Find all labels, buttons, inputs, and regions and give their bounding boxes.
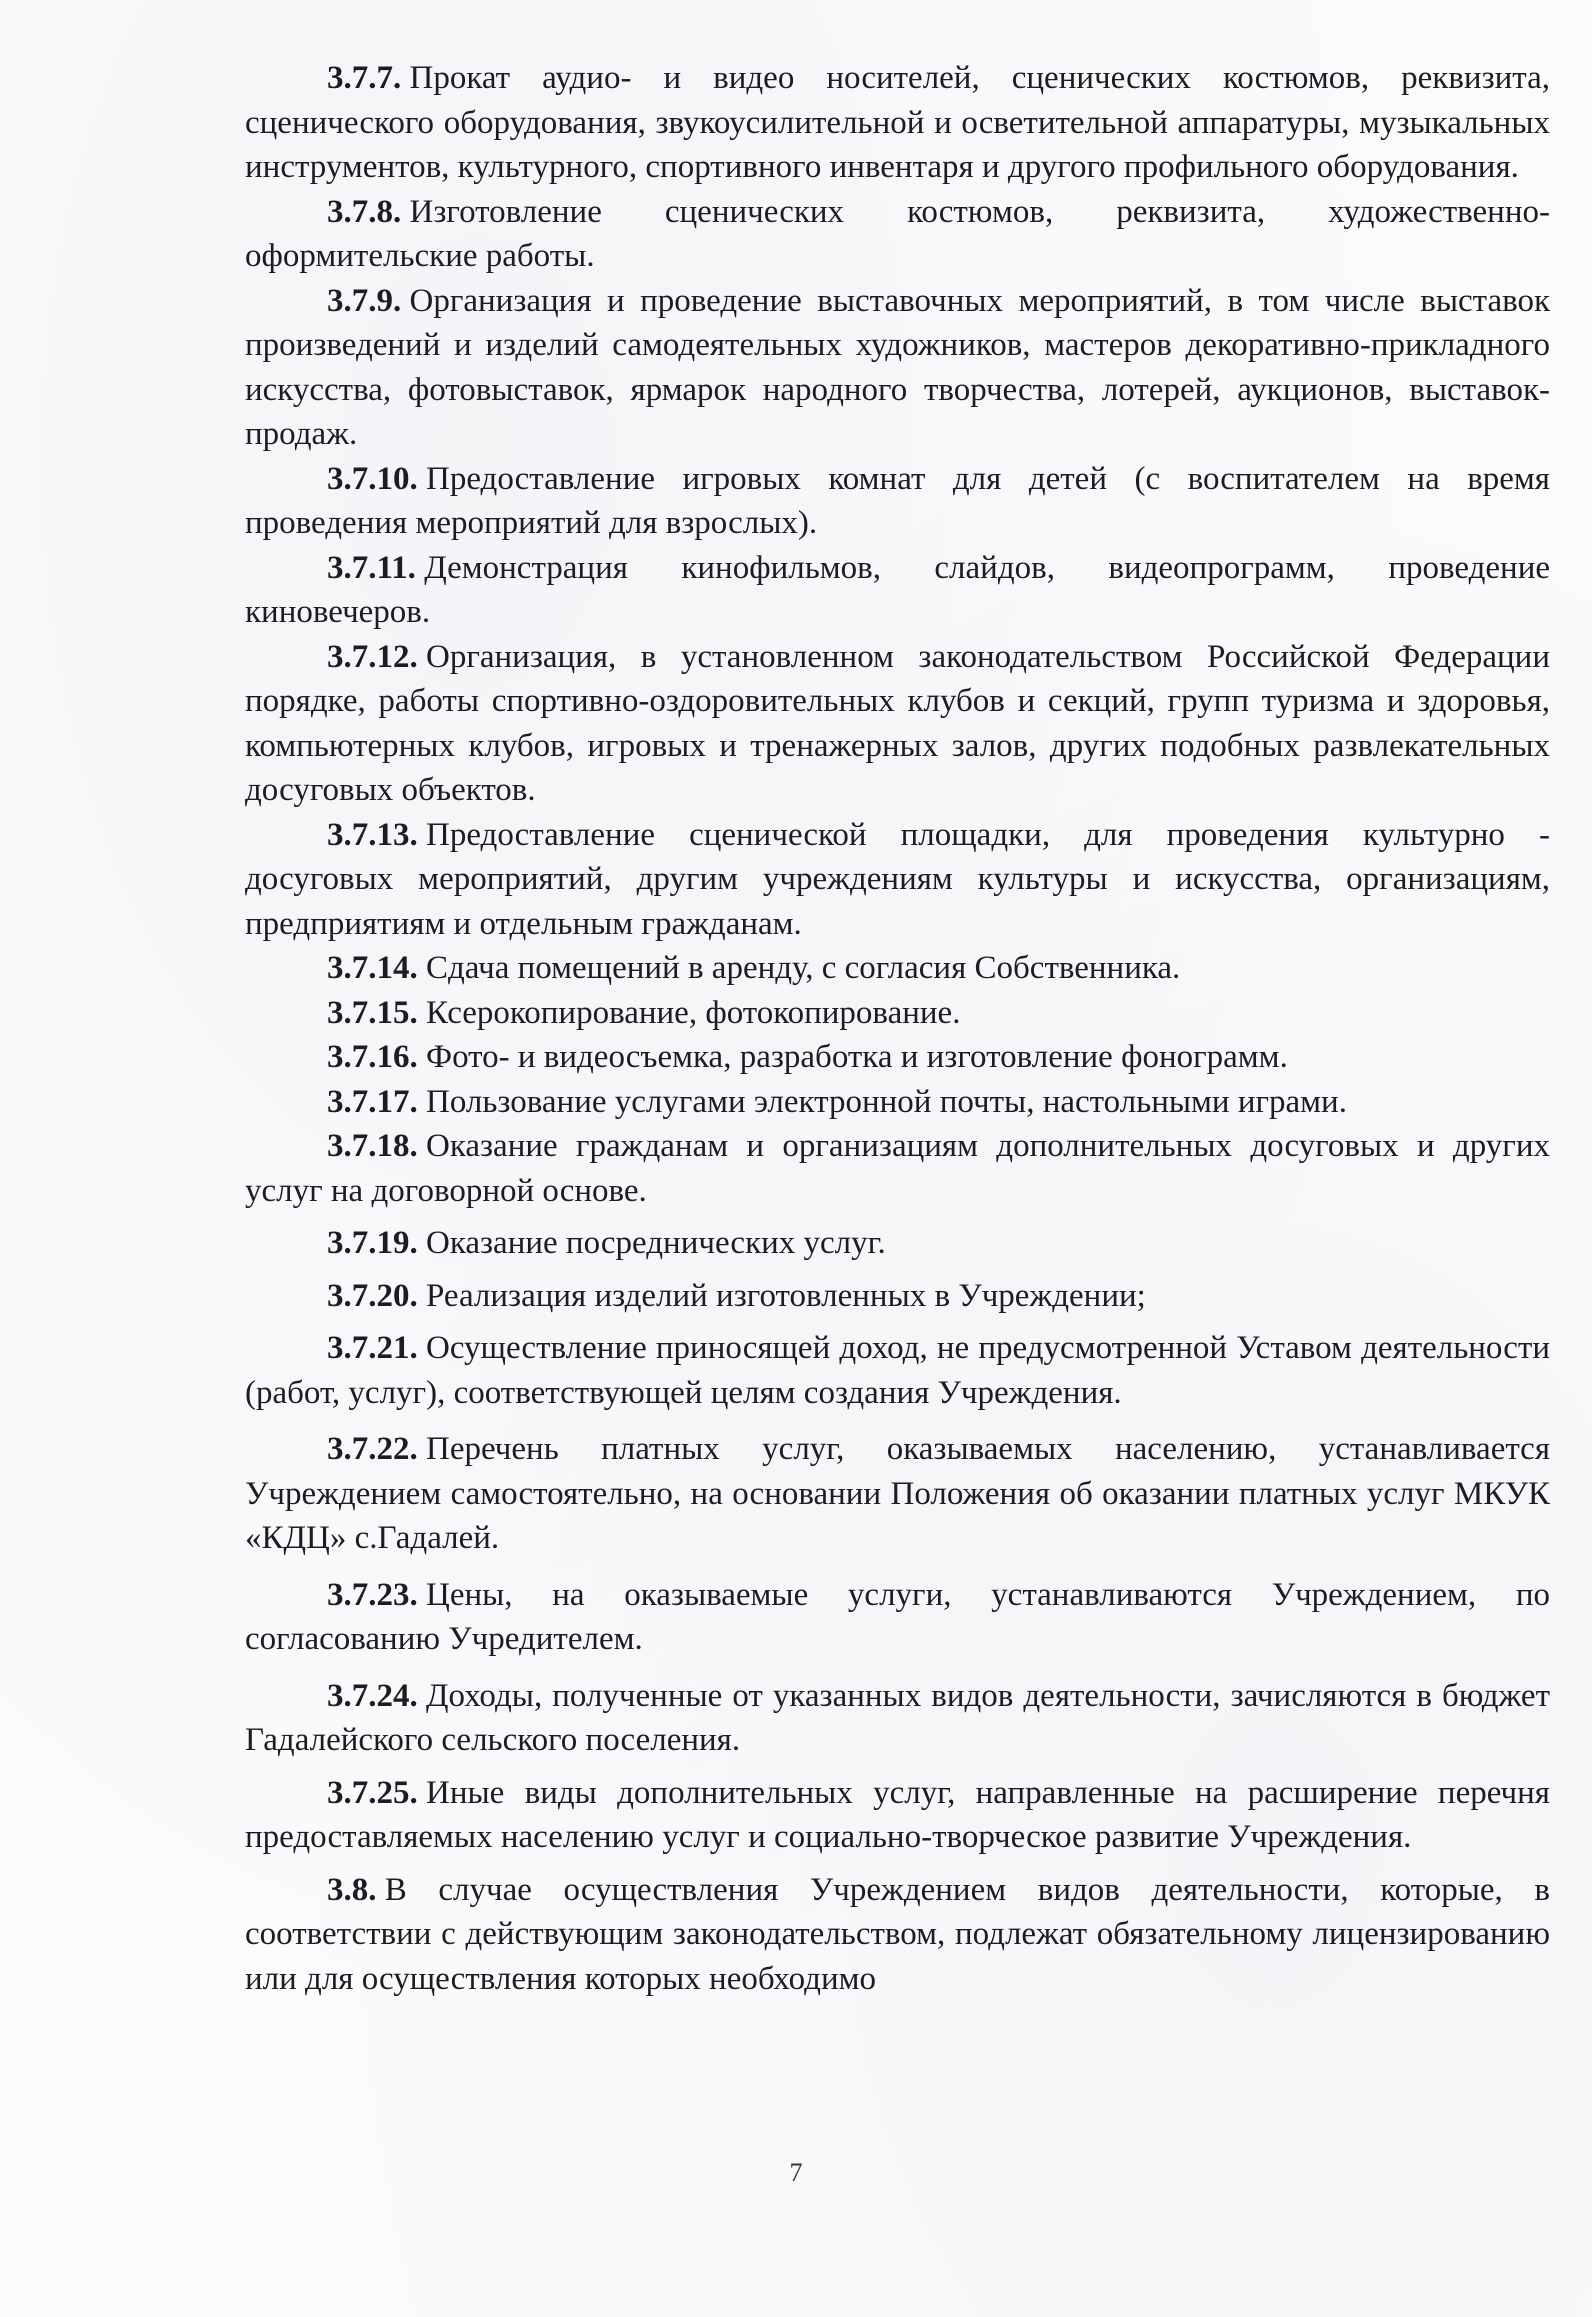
clause-3-7-11 [245, 546, 1550, 635]
clause-text: Цены, на оказываемые услуги, устанавливаются Учреждением, по согласованию Учредителем. [245, 1576, 1550, 1657]
clause-3-7-14 [245, 946, 1550, 991]
clause-number: 3.7.12. [327, 638, 418, 675]
clause-text: Предоставление сценической площадки, для проведения культурно - досуговых мероприятий, другим учреждениям культуры и искусства, организациям, предприятиям и отдельным гражданам. [245, 816, 1550, 942]
clause-text: В случае осуществления Учреждением видов деятельности, которые, в соответствии с действующим законодательством, подлежат обязательному лицензированию или для осуществления которых необходимо [245, 1871, 1550, 1997]
clause-number: 3.7.20. [327, 1277, 418, 1314]
clause-text: Прокат аудио- и видео носителей, сценических костюмов, реквизита, сценического оборудования, звукоусилительной и осветительной аппаратуры, музыкальных инструментов, культурного, спортивного инвентаря и другого профильного оборудования. [245, 60, 1550, 185]
clause-number: 3.7.15. [327, 994, 418, 1031]
clause-text: Ксерокопирование, фотокопирование. [426, 994, 961, 1031]
clause-number: 3.7.24. [327, 1677, 418, 1714]
clause-number: 3.8. [327, 1871, 377, 1908]
clause-3-7-15 [245, 991, 1550, 1036]
clause-number: 3.7.21. [327, 1330, 418, 1366]
clause-text: Оказание гражданам и организациям дополнительных досуговых и других услуг на договорной основе. [245, 1128, 1550, 1209]
clause-number: 3.7.10. [327, 460, 418, 497]
clause-text: Иные виды дополнительных услуг, направленные на расширение перечня предоставляемых населению услуг и социально-творческое развитие Учреждения. [245, 1774, 1550, 1855]
clause-3-7-9 [245, 279, 1550, 457]
clause-text: Фото- и видеосъемка, разработка и изготовление фонограмм. [426, 1039, 1288, 1075]
clause-text: Изготовление сценических костюмов, реквизита, художественно-оформительские работы. [245, 193, 1550, 274]
clause-3-7-7 [245, 56, 1550, 190]
clause-3-7-19 [245, 1221, 1550, 1266]
clause-number: 3.7.11. [327, 549, 416, 586]
clause-number: 3.7.8. [327, 193, 402, 230]
clause-3-7-23 [245, 1573, 1550, 1662]
clause-3-7-16 [245, 1035, 1550, 1080]
clause-3-7-25 [245, 1771, 1550, 1860]
clause-text: Организация и проведение выставочных мероприятий, в том числе выставок произведений и изделий самодеятельных художников, мастеров декоративно-прикладного искусства, фотовыставок, ярмарок народного творчества, лотерей, аукционов, выставок-продаж. [245, 282, 1550, 452]
clause-3-7-8 [245, 190, 1550, 279]
clause-3-7-21 [245, 1326, 1550, 1415]
clause-text: Доходы, полученные от указанных видов деятельности, зачисляются в бюджет Гадалейского сельского поселения. [245, 1677, 1550, 1758]
clause-text: Демонстрация кинофильмов, слайдов, видеопрограмм, проведение киновечеров. [245, 549, 1550, 630]
clause-number: 3.7.9. [327, 282, 402, 319]
clause-3-7-10 [245, 457, 1550, 546]
clause-3-7-13 [245, 813, 1550, 947]
clause-number: 3.7.25. [327, 1774, 418, 1811]
clause-text: Предоставление игровых комнат для детей (с воспитателем на время проведения мероприятий для взрослых). [245, 460, 1550, 541]
clause-text: Организация, в установленном законодательством Российской Федерации порядке, работы спортивно-оздоровительных клубов и секций, групп туризма и здоровья, компьютерных клубов, игровых и тренажерных залов, других подобных развлекательных досуговых объектов. [245, 638, 1550, 808]
clause-number: 3.7.23. [327, 1576, 418, 1613]
clause-3-8 [245, 1868, 1550, 2002]
clause-3-7-17 [245, 1080, 1550, 1125]
clause-text: Сдача помещений в аренду, с согласия Собственника. [426, 950, 1181, 986]
clause-text: Осуществление приносящей доход, не предусмотренной Уставом деятельности (работ, услуг), соответствующей целям создания Учреждения. [245, 1330, 1550, 1411]
clause-3-7-22 [245, 1427, 1550, 1561]
clause-text: Реализация изделий изготовленных в Учреждении; [426, 1277, 1146, 1314]
page-number: 7 [789, 2158, 803, 2187]
clause-number: 3.7.16. [327, 1039, 418, 1075]
clause-text: Перечень платных услуг, оказываемых населению, устанавливается Учреждением самостоятельно, на основании Положения об оказании платных услуг МКУК «КДЦ» с.Гадалей. [245, 1431, 1550, 1556]
clause-number: 3.7.22. [327, 1431, 418, 1467]
clause-text: Пользование услугами электронной почты, настольными играми. [426, 1083, 1347, 1120]
clause-3-7-18 [245, 1124, 1550, 1213]
clause-3-7-24 [245, 1674, 1550, 1763]
clause-number: 3.7.13. [327, 816, 418, 853]
clause-text: Оказание посреднических услуг. [426, 1225, 886, 1261]
clause-number: 3.7.19. [327, 1225, 418, 1261]
clause-number: 3.7.14. [327, 950, 418, 986]
clause-3-7-12 [245, 635, 1550, 813]
clause-3-7-20 [245, 1274, 1550, 1319]
clause-number: 3.7.18. [327, 1128, 418, 1164]
document-body [245, 56, 1550, 2001]
clause-number: 3.7.17. [327, 1083, 418, 1120]
clause-number: 3.7.7. [327, 60, 402, 96]
